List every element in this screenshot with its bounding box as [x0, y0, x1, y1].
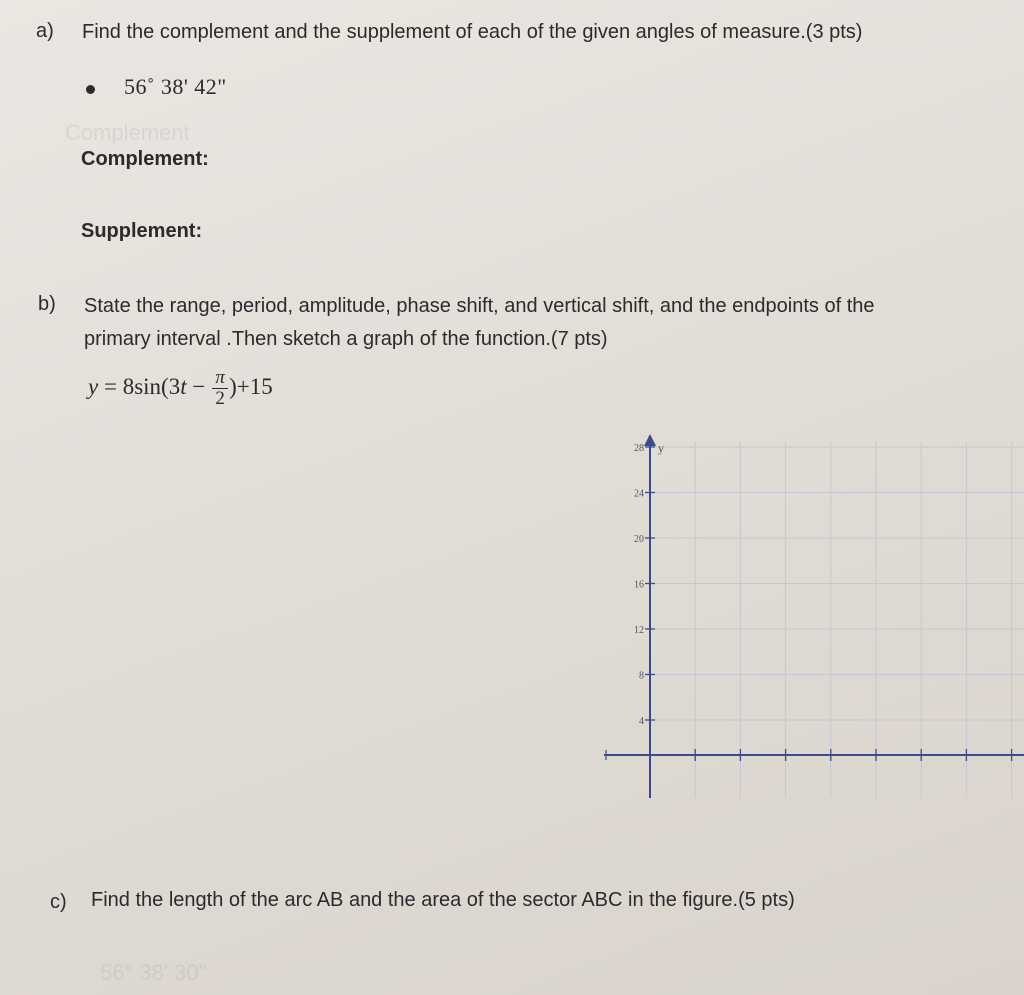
fraction-denominator: 2 [215, 388, 225, 409]
y-axis-arrow-icon [644, 434, 656, 446]
question-a-prompt: Find the complement and the supplement of each of the given angles of measure.(3 pts) [82, 21, 863, 43]
given-angle: 56˚ 38' 42" [124, 74, 227, 99]
fraction-numerator: π [215, 367, 225, 388]
y-ticks [634, 443, 655, 727]
question-c-letter: c) [50, 891, 67, 913]
bleed-through-text-2: 56° 38' 30" [100, 960, 207, 985]
y-axis-label: y [658, 441, 664, 455]
formula-lhs: y [88, 373, 99, 399]
formula-var-t: t [180, 373, 187, 399]
question-c-prompt: Find the length of the arc AB and the area of the sector ABC in the figure.(5 pts) [91, 889, 795, 911]
complement-label: Complement: [81, 148, 209, 170]
question-b-prompt-line1: State the range, period, amplitude, phase shift, and vertical shift, and the endpoints of the [84, 295, 875, 317]
y-tick-label: 20 [634, 534, 644, 545]
formula-minus: − [186, 373, 212, 399]
y-tick-label: 8 [639, 670, 644, 682]
y-tick-label: 28 [634, 443, 644, 454]
formula-equals: = 8sin(3 [98, 373, 181, 399]
question-b-prompt-line2: primary interval .Then sketch a graph of the function.(7 pts) [84, 328, 608, 350]
y-tick-label: 4 [639, 716, 644, 727]
y-tick-label: 16 [634, 579, 644, 591]
formula-tail: )+15 [229, 373, 273, 399]
bleed-through-text: Complement [65, 120, 190, 145]
question-b-letter: b) [38, 293, 56, 315]
grid-lines [650, 442, 1024, 798]
supplement-label: Supplement: [81, 220, 203, 242]
y-tick-label: 12 [634, 625, 644, 636]
axes [604, 434, 1024, 798]
question-a-letter: a) [36, 20, 54, 42]
y-tick-label: 24 [634, 488, 644, 500]
